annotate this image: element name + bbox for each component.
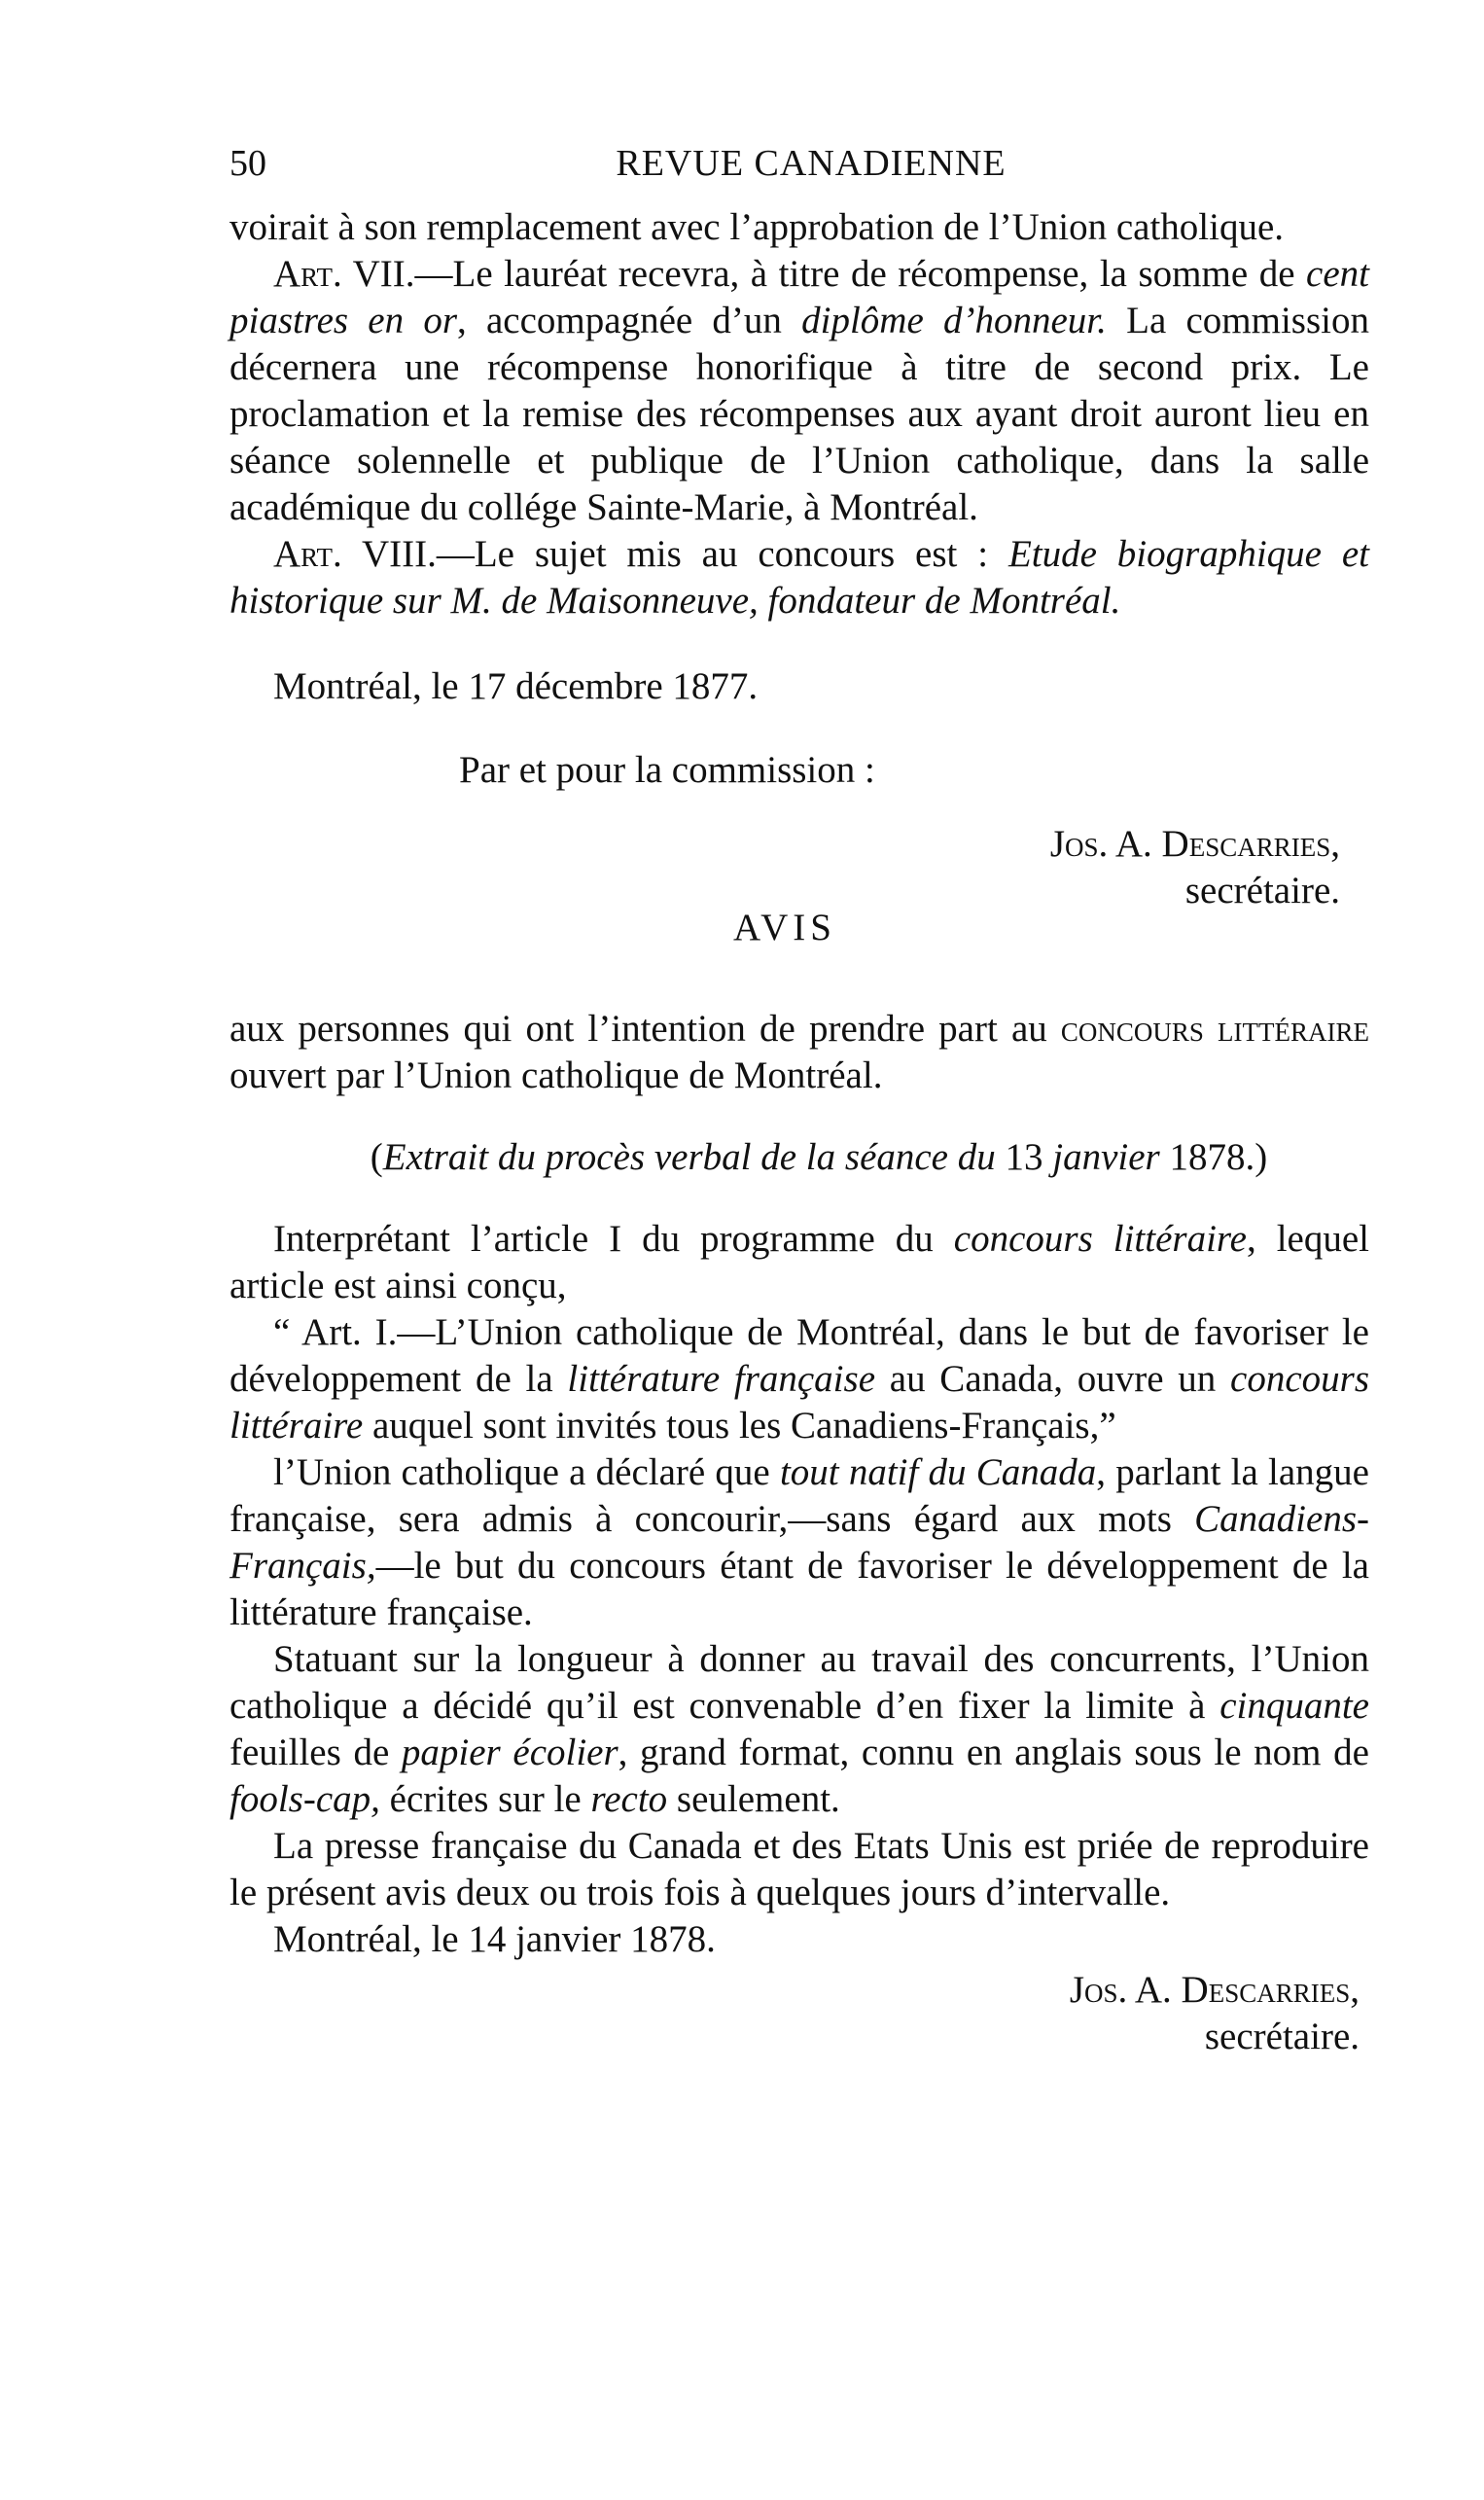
avis-intro: aux personnes qui ont l’intention de prendre part au concours littéraire ouvert par l’Union catholique de Montréal. [230,1008,1370,1096]
article-8-label: Art. VIII. [273,533,437,575]
page-number: 50 [230,143,266,184]
extract-line: (Extrait du procès verbal de la séance du 13 janvier 1878.) [370,1136,1268,1178]
press-paragraph: La presse française du Canada et des Etats Unis est priée de reproduire le présent avis deux ou trois fois à quelques jours d’intervalle. [230,1825,1369,1913]
article-7-label: Art. VII. [273,253,415,295]
page-header [230,136,1369,195]
signatory-name: Jos. A. Descarries, [1069,1969,1360,2011]
avis-heading: AVIS [733,907,836,948]
text-column [230,136,1369,2060]
interpretation-paragraph: Interprétant l’article I du programme du concours littéraire, lequel article est ainsi conçu, [230,1218,1369,1306]
signature-block-2 [230,1967,1369,2060]
date-line-1877: Montréal, le 17 décembre 1877. [273,665,759,707]
for-commission-line: Par et pour la commission : [459,749,875,791]
article-8: Art. VIII.—Le sujet mis au concours est : Etude biographique et historique sur M. de Maisonneuve, fondateur de Montréal. [230,533,1369,622]
signatory-name: Jos. A. Descarries, [1049,823,1340,865]
quoted-article-1: “ Art. I.—L’Union catholique de Montréal, dans le but de favoriser le développement de la littérature française au Canada, ouvre un concours littéraire auquel sont invités tous les Canadiens-Français,” [230,1311,1369,1446]
article-7: Art. VII.—Le lauréat recevra, à titre de récompense, la somme de cent piastres en or, accompagnée d’un diplôme d’honneur. La commission décernera une récompense honorifique à titre de second prix. Le proclamation et la remise des récompenses aux ayant droit auront lieu en séance solennelle et publique de l’Union catholique, dans la salle académique du collége Sainte-Marie, à Montréal. [230,253,1369,528]
decision-paragraph: l’Union catholique a déclaré que tout natif du Canada, parlant la langue française, sera admis à concourir,—sans égard aux mots Canadiens-Français,—le but du concours étant de favoriser le développement de la littérature française. [230,1451,1369,1633]
signature-block-1 [230,821,1369,914]
length-paragraph: Statuant sur la longueur à donner au travail des concurrents, l’Union catholique a décidé qu’il est convenable d’en fixer la limite à cinquante feuilles de papier écolier, grand format, connu en anglais sous le nom de fools-cap, écrites sur le recto seulement. [230,1638,1369,1820]
running-title: REVUE CANADIENNE [616,143,1007,184]
paragraph-continuation: voirait à son remplacement avec l’approbation de l’Union catholique. [230,206,1285,248]
signatory-title: secrétaire. [1184,870,1340,911]
date-line-1878: Montréal, le 14 janvier 1878. [273,1918,716,1960]
signatory-title: secrétaire. [1204,2016,1360,2057]
